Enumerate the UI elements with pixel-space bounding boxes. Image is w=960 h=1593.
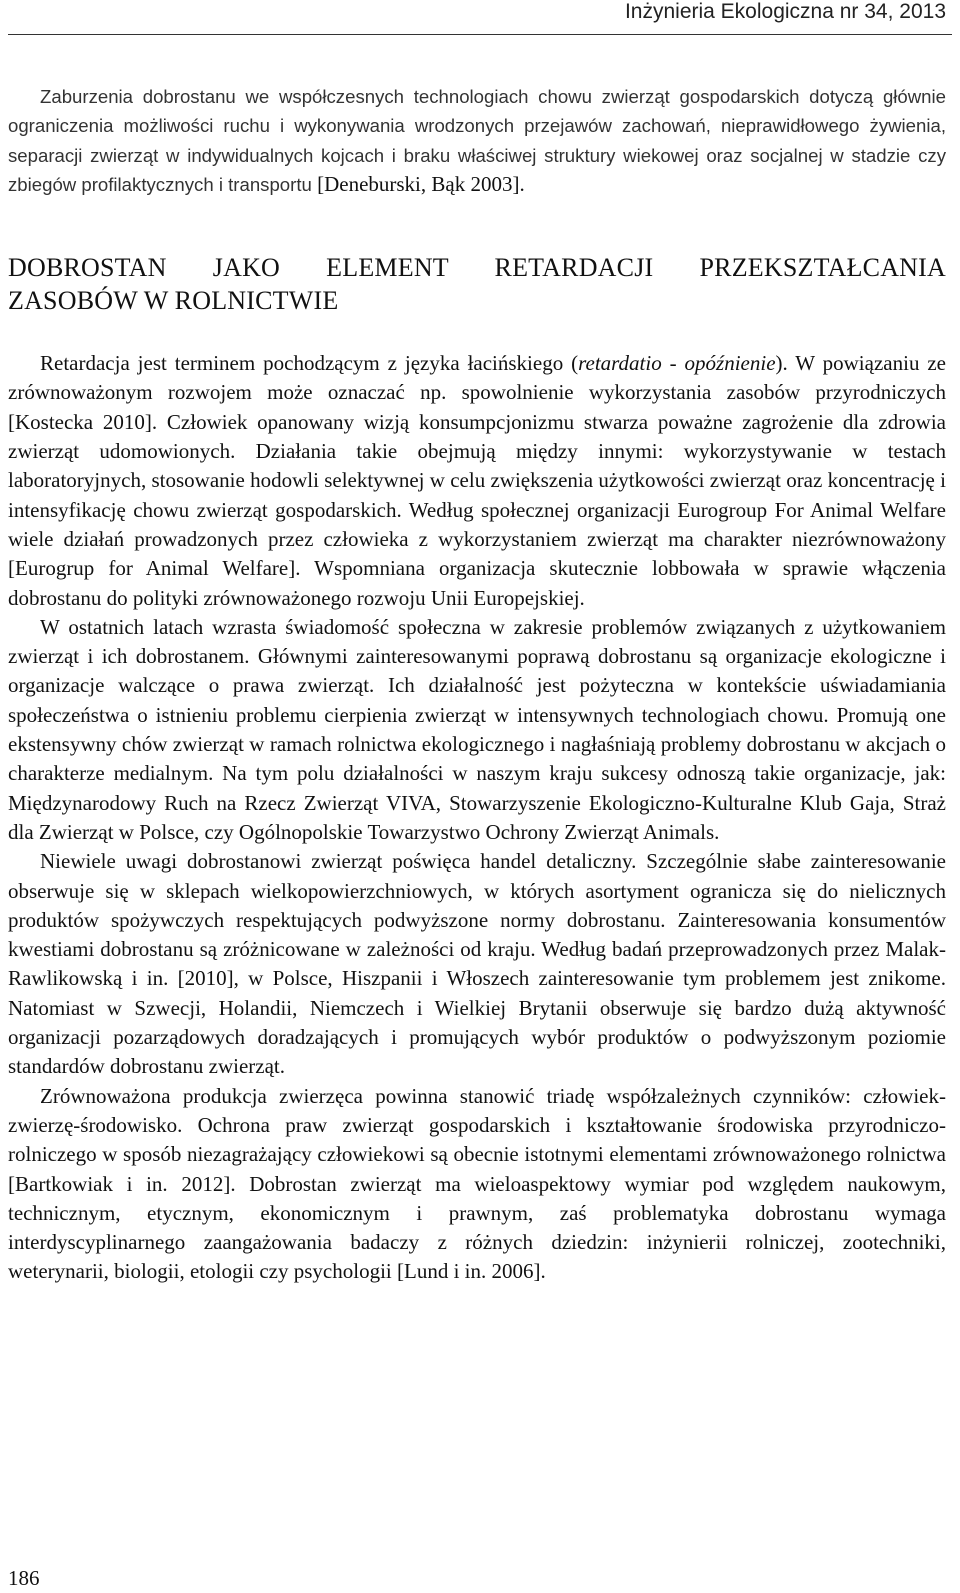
p1-dash: - (661, 351, 685, 376)
section-heading-line2: ZASOBÓW W ROLNICTWIE (8, 286, 339, 316)
p1-italic-term: retardatio (578, 351, 662, 376)
section-heading (8, 251, 946, 317)
header-divider (8, 34, 952, 35)
section-heading-line1: DOBROSTAN JAKO ELEMENT RETARDACJI PRZEKSZTAŁCANIA (8, 253, 946, 283)
p1-italic-translation: opóźnienie (684, 351, 776, 376)
p1-text-before: Retardacja jest terminem pochodzącym z języka łacińskiego ( (40, 351, 579, 376)
intro-citation: [Deneburski, Bąk 2003]. (311, 171, 525, 196)
journal-title: Inżynieria Ekologiczna nr 34, 2013 (624, 0, 946, 23)
intro-paragraph (8, 82, 946, 199)
article-body (8, 82, 946, 1287)
paragraph-organizations: W ostatnich latach wzrasta świadomość społeczna w zakresie problemów związanych z użytkowaniem zwierząt i ich dobrostanem. Głównymi zainteresowanymi poprawą dobrostanu są organizacje ekologiczne i organizacje walczące o prawa zwierząt. Ich działalność jest pożyteczna w kontekście uświadamiania społeczeństwa o istnieniu problemu cierpienia zwierząt w intensywnych technologiach chowu. Promują one ekstensywny chów zwierząt w ramach rolnictwa ekologicznego i nagłaśniają problemy dobrostanu w akcjach o charakterze medialnym. Na tym polu działalności w naszym kraju sukcesy odnoszą takie organizacje, jak: Międzynarodowy Ruch na Rzecz Zwierząt VIVA, Stowarzyszenie Ekologiczno-Kulturalne Klub Gaja, Straż dla Zwierząt w Polsce, czy Ogólnopolskie Towarzystwo Ochrony Zwierząt Animals. (8, 614, 946, 844)
paragraph-retardacja (8, 349, 946, 613)
page-number: 186 (8, 1566, 40, 1590)
running-header (0, 0, 946, 30)
intro-sans-text: Zaburzenia dobrostanu we współczesnych technologiach chowu zwierząt gospodarskich dotyczą głównie ograniczenia możliwości ruchu i wykonywania wrodzonych przejawów zachowań, nieprawidłowego żywienia, separacji zwierząt w indywidualnych kojcach i braku właściwej struktury wiekowej oraz socjalnej w stadzie czy zbiegów profilaktycznych i transportu (8, 86, 946, 195)
p1-text-after: ). W powiązaniu ze zrównoważonym rozwojem może oznaczać np. spowolnienie wykorzystania zasobów przyrodniczych [Kostecka 2010]. Człowiek opanowany wizją konsumpcjonizmu stwarza poważne zagrożenie dla zdrowia zwierząt udomowionych. Działania takie obejmują między innymi: wykorzystywanie w testach laboratoryjnych, stosowanie hodowli selektywnej w celu zwiększenia użytkowości zwierząt oraz koncentrację i intensyfikację chowu zwierząt gospodarskich. Według społecznej organizacji Eurogroup For Animal Welfare wiele działań prowadzonych przez człowieka z wykorzystaniem zwierząt ma charakter niezrównoważony [Eurogrup for Animal Welfare]. Wspomniana organizacja skutecznie lobbowała w sprawie włączenia dobrostanu do polityki zrównoważonego rozwoju Unii Europejskiej. (8, 351, 946, 610)
paragraph-retail: Niewiele uwagi dobrostanowi zwierząt poświęca handel detaliczny. Szczególnie słabe zainteresowanie obserwuje się w sklepach wielkopowierzchniowych, w których asortyment ogranicza się do nielicznych produktów spożywczych respektujących podwyższone normy dobrostanu. Zainteresowania konsumentów kwestiami dobrostanu są zróżnicowane w zależności od kraju. Według badań przeprowadzonych przez Malak-Rawlikowską i in. [2010], w Polsce, Hiszpanii i Włoszech zainteresowanie tym problemem jest znikome. Natomiast w Szwecji, Holandii, Niemczech i Wielkiej Brytanii obserwuje się bardzo dużą aktywność organizacji pozarządowych doradzających i promujących wybór produktów o podwyższonym poziomie standardów dobrostanu zwierząt. (8, 849, 946, 1079)
paragraph-sustainable-production: Zrównoważona produkcja zwierzęca powinna stanowić triadę współzależnych czynników: człowiek-zwierzę-środowisko. Ochrona praw zwierząt gospodarskich i kształtowanie środowiska przyrodniczo-rolniczego w sposób niezagrażający człowiekowi są obecnie istotnymi elementami zrównoważonego rolnictwa [Bartkowiak i in. 2012]. Dobrostan zwierząt ma wieloaspektowy wymiar pod względem naukowym, technicznym, etycznym, ekonomicznym i prawnym, zaś problematyka dobrostanu wymaga interdyscyplinarnego zaangażowania badaczy z różnych dziedzin: inżynierii rolniczej, zootechniki, weterynarii, biologii, etologii czy psychologii [Lund i in. 2006]. (8, 1083, 946, 1284)
